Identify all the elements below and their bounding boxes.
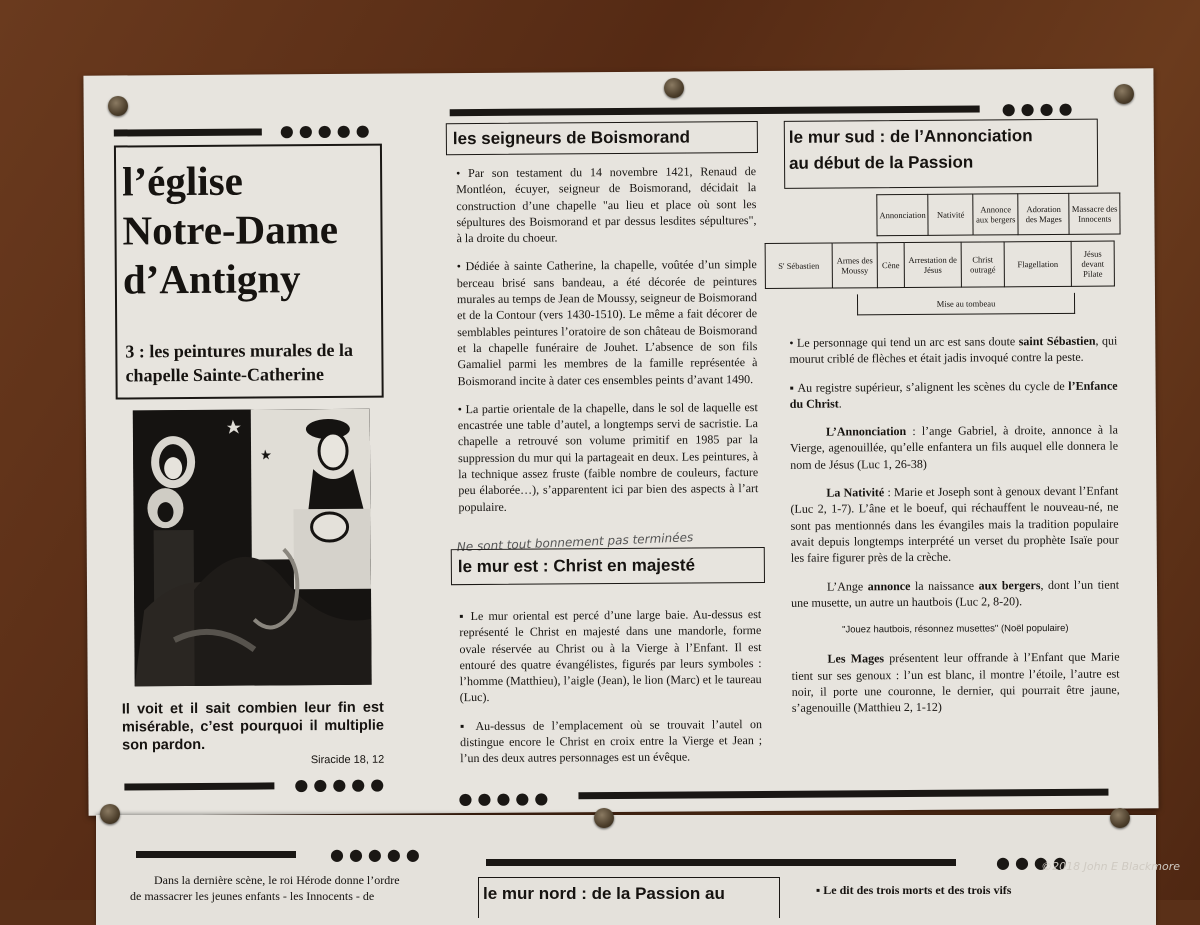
scene-table-last [857,293,1075,316]
scene-cell: Armes des Moussy [832,243,877,288]
heading-mur-sud [784,119,1098,189]
bold-span: aux bergers [978,577,1041,593]
mur-est-paragraph-1: ▪ Le mur oriental est percé d’une large baie. Au-dessus est représenté le Christ en majesté dans une mandorle, forme ovale réservée au Christ ou à la Vierge à l’Enfant. Il est entouré des quatre évangélistes, figurés par leurs symboles : l’homme (Matthieu), l’aigle (Jean), le lion (Marc) et le taureau (Luc). [459,607,762,705]
scene-cell: Arrestation de Jésus [904,242,961,287]
lower-right-text: ▪ Le dit des trois morts et des trois vifs [816,883,1012,897]
scene-row-last [857,293,1074,315]
scene-cell: S' Sébastien [765,243,832,288]
second-poster [96,815,1156,925]
seigneurs-paragraph-1: • Par son testament du 14 novembre 1421, Renaud de Montléon, écuyer, seigneur de Boismorand, décidait la construction d’une chapelle "au lieu et place où sont les sépultures des Boismorand et par dessus lesdites sépultures", à la droite du choeur. [456,164,757,246]
text-span: ▪ Au registre supérieur, s’alignent les scènes du cycle de [789,378,1069,395]
decor-dots-left: ●●●●● [279,120,375,141]
scene-cell: Massacre des Innocents [1069,193,1120,234]
heading-mur-sud-line-1: le mur sud : de l’Annonciation [788,126,1033,147]
page-title [122,156,379,305]
annonciation-paragraph [790,422,1118,473]
seigneurs-paragraph-3: • La partie orientale de la chapelle, dans le sol de laquelle est encastrée une table d’autel, a longtemps servi de sacristie. La chapelle a retrouvé son volume primitif en 1985 par la suppression du mur qui la partageait en deux. Les peintures, à la technique assez fruste (faible nombre de couleurs, facture peu élaborée…), s’apparentent ici par bien des aspects à l’art populaire. [457,399,759,514]
scene-cell: Annonce aux bergers [973,194,1018,235]
woodcut-illustration [133,409,372,687]
noel-song: "Jouez hautbois, résonnez musettes" (Noël populaire) [842,623,1069,636]
mur-est-text [459,606,762,779]
pin-icon [664,78,684,98]
decor-bar-lower-left [136,851,296,858]
bergers-paragraph [791,576,1119,611]
text-span: : Marie et Joseph sont à genoux devant l’Enfant (Luc 2, 1-7). L’âne et le boeuf, qui réchauffent le nouveau-né, ne sont pas mentionnés dans les évangiles mais la tradition populaire avait depuis longtemps interprété un verset du prophète Isaïe pour les faire figurer près de la crèche. [790,483,1119,566]
bold-span: saint Sébastien [1018,333,1096,349]
text-span: • Le personnage qui tend un arc est sans doute [789,334,1019,350]
scene-table-top [876,193,1121,237]
nativite-paragraph [790,483,1119,567]
text-span: , qui mourut criblé de flèches et était jadis invoqué contre la peste. [789,333,1118,367]
bold-span: La Nativité [826,485,885,500]
title-line-2: Notre-Dame [122,205,339,254]
text-span: la naissance [910,578,979,593]
copyright-watermark: ©2018 John E Blackmore [1041,860,1180,873]
sebastien-paragraph [789,333,1117,368]
bold-span: L’Annonciation [825,424,907,439]
main-poster [83,68,1158,815]
decor-bar-lower-right [486,859,956,866]
pin-icon [594,808,614,828]
decor-dots-bottom-left: ●●●●● [294,774,390,795]
heading-mur-nord-text: le mur nord : de la Passion au [483,884,725,903]
heading-mur-sud-line-2: au début de la Passion [788,152,974,173]
decor-bar-bottom-right [578,789,1108,800]
lower-left-text-2: de massacrer les jeunes enfants - les Innocents - de [130,889,375,903]
bold-span: Les Mages [827,651,885,667]
seigneurs-paragraph-2: • Dédiée à sainte Catherine, la chapelle, voûtée d’un simple berceau brisé sans bandeau, a été décorée de peintures murales au temps de Jean de Moussy, seigneur de Boismorand et de la Contour (vers 1430-1510). Le même a fait décorer de semblables peintures l’oratoire de son château de Boismorand et la chapelle funéraire de Jouhet. L’absence de son fils Gamaliel parmi les membres de la famille représentée à Boismorand incite à dater ces ensembles peints d’avant 1490. [456,257,758,388]
decor-dots-right: ●●●● [1001,98,1078,119]
heading-seigneurs [446,121,758,155]
quote-reference: Siracide 18, 12 [310,753,385,767]
handwritten-note: Ne sont tout bonnement pas terminées [456,530,694,555]
heading-seigneurs-text: les seigneurs de Boismorand [452,127,691,149]
scene-row-bottom [765,241,1114,288]
title-line-3: d’Antigny [122,255,301,303]
text-span: : l’ange Gabriel, à droite, annonce à la Vierge, agenouillée, qu’elle enfantera un fils auquel elle donnera le nom de Jésus (Luc 1, 26-38) [789,422,1119,472]
heading-mur-est-text: le mur est : Christ en majesté [457,555,696,577]
mages-paragraph [791,649,1119,716]
decor-bar-top [450,105,980,116]
decor-dots-lower-right: ●●●● [996,853,1072,872]
scene-cell: Adoration des Mages [1018,193,1069,234]
text-span: . [838,396,842,411]
lower-left-text-1: Dans la dernière scène, le roi Hérode donne l’ordre [154,873,400,887]
bold-span: annonce [867,578,911,593]
title-line-1: l’église [122,157,244,205]
mur-est-paragraph-2: ▪ Au-dessus de l’emplacement où se trouvait l’autel on distingue encore le Christ en croix entre la Vierge et Jean ; l’un des deux autres personnages est un évêque. [459,716,763,766]
scene-row-top [877,193,1121,236]
scene-cell: Flagellation [1004,241,1071,286]
title-box [114,144,384,400]
heading-mur-nord [478,877,780,918]
page-subtitle: 3 : les peintures murales de la chapelle Sainte-Catherine [125,339,354,386]
scene-cell: Mise au tombeau [857,293,1074,315]
scene-cell: Cène [877,243,904,288]
bible-quote: Il voit et il sait combien leur fin est misérable, c’est pourquoi il multiplie son pardon. [121,699,385,754]
bold-span: l’Enfance du Christ [789,378,1118,411]
scene-cell: Jésus devant Pilate [1071,241,1114,286]
text-span: présentent leur offrande à l’Enfant que Marie tient sur ses genoux : l’un est blanc, il montre l’étoile, l’autre est noir, il porte une couronne, le dernier, qui pourrait être jaune, s’agenouille (Matthieu 2, 1-12) [791,649,1120,716]
decor-dots-bottom-mid: ●●●●● [458,788,554,809]
registre-paragraph [790,377,1118,412]
scene-cell: Christ outragé [961,242,1004,287]
scene-table-bottom [765,241,1115,289]
woodcut-drawing [133,409,372,687]
scene-cell: Annonciation [877,194,929,235]
seigneurs-text [456,163,759,527]
pin-icon [100,804,120,824]
text-span: , dont l’un tient une musette, un autre un hautbois (Luc 2, 8-20). [791,577,1120,610]
pin-icon [1110,808,1130,828]
pin-icon [108,96,128,116]
pin-icon [1114,84,1134,104]
scene-cell: Nativité [928,194,973,235]
decor-bar-bottom-left [124,782,274,790]
decor-bar-left [114,129,262,137]
decor-dots-lower-left: ●●●●● [330,845,425,864]
mur-sud-text [789,333,1120,729]
heading-mur-est [451,547,765,585]
text-span: L’Ange [826,578,868,594]
